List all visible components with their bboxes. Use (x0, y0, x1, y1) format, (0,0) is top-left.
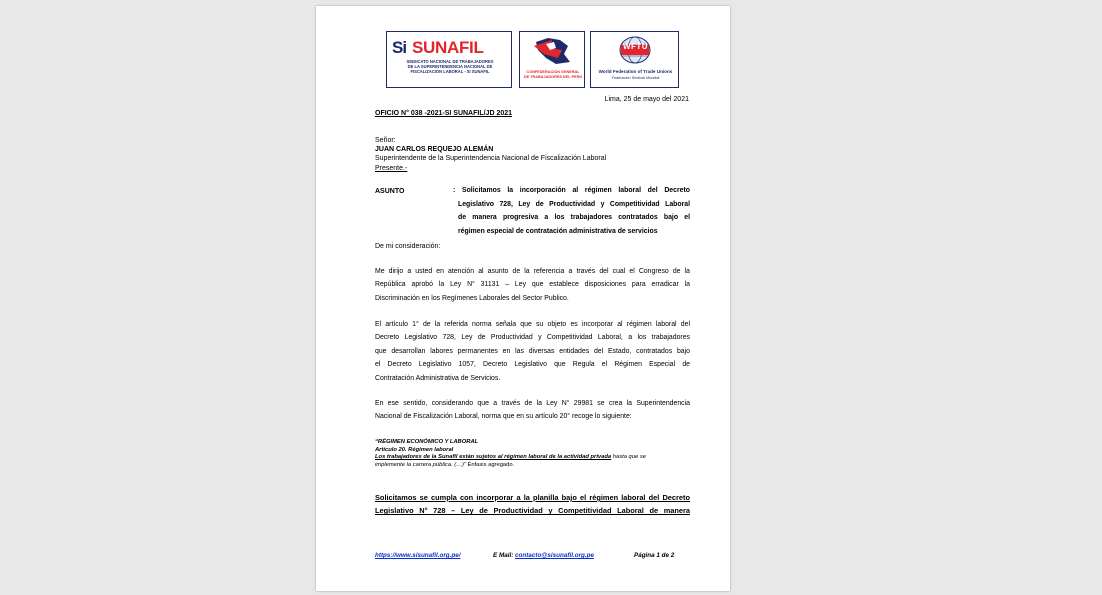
legal-quote: “RÉGIMEN ECONÓMICO Y LABORAL Artículo 20. Régimen laboral Los trabajadores de la Sunafil están sujetos al régimen laboral de la actividad privada hasta que se implemente la carrera pública. (…)” Énfasis agregado. (375, 439, 693, 470)
cgtp-text: CONFEDERACIÓN GENERAL DE TRABAJADORES DEL PERÚ (523, 70, 583, 79)
consideracion: De mi consideración: (375, 243, 441, 250)
asunto-label: ASUNTO (375, 188, 405, 195)
cgtp-logo (519, 31, 585, 88)
wftu-logo (590, 31, 679, 88)
peru-map-icon (532, 36, 574, 66)
sunafil-wordmark: SUNAFIL (412, 38, 484, 57)
sunafil-logo (386, 31, 512, 88)
presente: Presente.- (375, 165, 408, 172)
closing-paragraph: Solicitamos se cumpla con incorporar a la planilla bajo el régimen laboral del Decreto Legislativo N° 728 – Ley de Productividad y Competitividad Laboral de manera (375, 493, 690, 516)
letter-reference: OFICIO N° 038 -2021-SI SUNAFIL/JD 2021 (375, 110, 513, 117)
paragraph-3: En ese sentido, considerando que a través de la Ley N° 29981 se crea la Superintendencia Nacional de Fiscalización Laboral, norma que en su artículo 20° recoge lo siguiente: (375, 400, 690, 421)
si-mark: Si (392, 38, 407, 57)
paragraph-1: Me dirijo a usted en atención al asunto de la referencia a través del cual el Congreso de la República aprobó la Ley N° 31131 – Ley que establece disposiciones para erradicar la Discriminación en los Regímenes Laborales del Sector Publico. (375, 268, 690, 302)
footer-email-link[interactable]: contacto@sisunafil.org.pe (515, 552, 594, 559)
footer-page-number: Página 1 de 2 (634, 552, 675, 559)
recipient-name: JUAN CARLOS REQUEJO ALEMÁN (375, 146, 494, 153)
document-page (316, 6, 730, 591)
letter-date: Lima, 25 de mayo del 2021 (604, 96, 689, 103)
recipient-role: Superintendente de la Superintendencia Nacional de Fiscalización Laboral (375, 155, 607, 162)
quote-emphasis: Los trabajadores de la Sunafil están sujetos al régimen laboral de la actividad privada (375, 454, 612, 461)
salutation: Señor: (375, 137, 396, 144)
asunto-text: : Solicitamos la incorporación al régimen laboral del Decreto Legislativo 728, Ley de Productividad y Competitividad Laboral de manera progresiva a los trabajadores contratados bajo el régimen especial de contratación administrativa de servicios (453, 187, 690, 235)
quote-title: “RÉGIMEN ECONÓMICO Y LABORAL (375, 439, 479, 445)
footer-website[interactable]: https://www.sisunafil.org.pe/ (375, 552, 461, 559)
footer-email: E Mail: contacto@sisunafil.org.pe (493, 552, 594, 559)
wftu-subname: Federación Sindical Mundial (611, 76, 660, 80)
sunafil-subtitle: SINDICATO NACIONAL DE TRABAJADORES DE LA SUPERINTENDENCIA NACIONAL DE FISCALIZACIÓN LABORAL - SI SUNAFIL (406, 59, 494, 75)
paragraph-2: El artículo 1° de la referida norma señala que su objeto es incorporar al régimen laboral del Decreto Legislativo 728, Ley de Productividad y Competitividad Laboral, a los trabajadores que desarrollan labores permanentes en las diversas entidades del Estado, contratados bajo el Decreto Legislativo 1057, Decreto Legislativo que Regula el Régimen Especial de Contratación Administrativa de Servicios. (375, 321, 690, 382)
wftu-name: World Federation of Trade Unions (598, 69, 673, 74)
wftu-mark: WFTU (622, 42, 649, 51)
quote-article: Artículo 20. Régimen laboral (375, 446, 454, 453)
